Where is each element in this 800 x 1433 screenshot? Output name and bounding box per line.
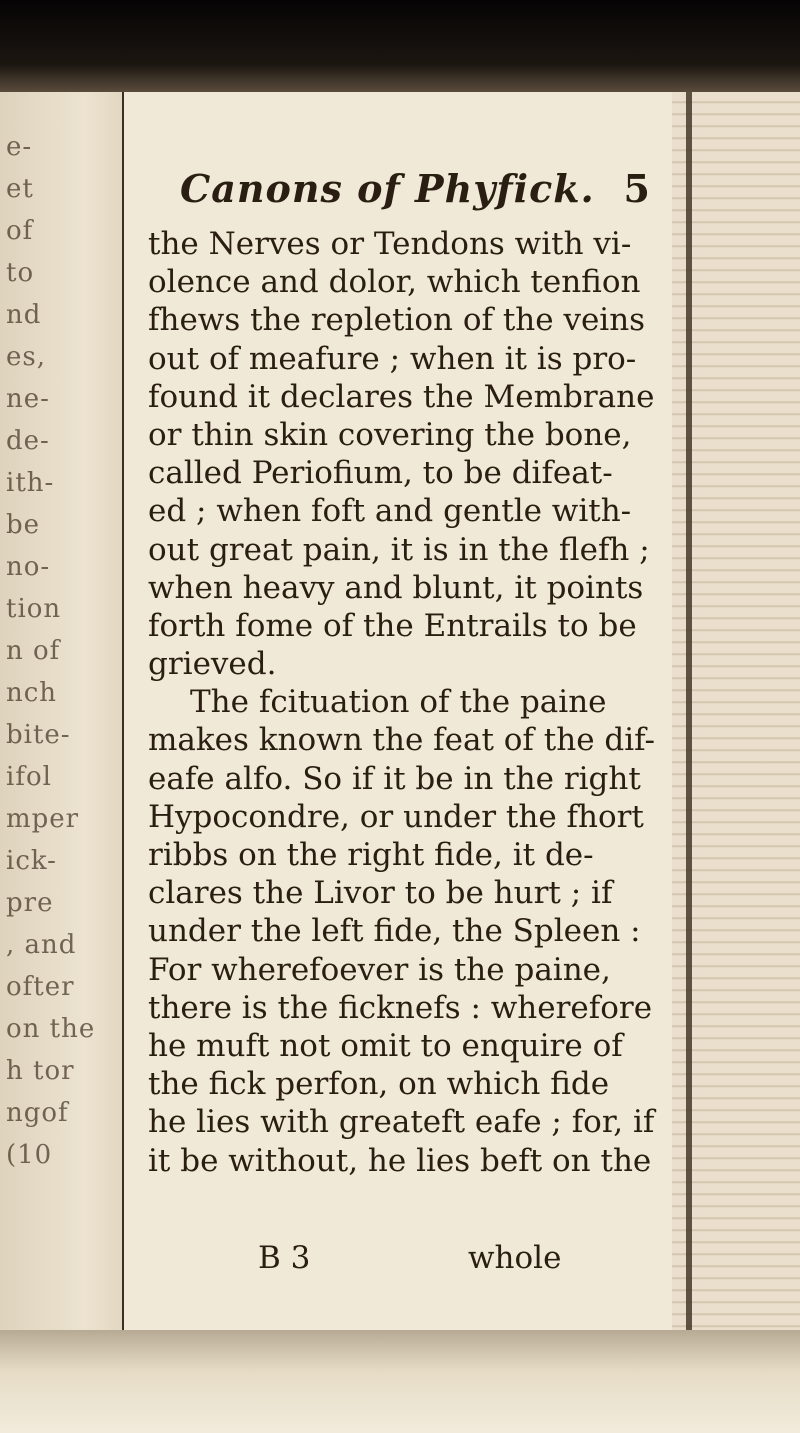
facing-page-fragment: ngof	[6, 1098, 69, 1128]
facing-page-fragment: h tor	[6, 1056, 75, 1086]
page-footer	[148, 1240, 658, 1280]
text-line: under the left fide, the Spleen :	[148, 913, 641, 950]
running-title: Canons of Phyfick.	[180, 166, 595, 211]
facing-page-fragment: nd	[6, 300, 42, 330]
text-line: it be without, he lies beft on the	[148, 1142, 652, 1179]
text-line: For wherefoever is the paine,	[148, 951, 611, 988]
facing-page-fragment: ifol	[6, 762, 52, 792]
text-line: called Periofium, to be difeat-	[148, 455, 613, 492]
facing-page-fragment: bite-	[6, 720, 71, 750]
text-line: out of meafure ; when it is pro-	[148, 340, 637, 377]
body-text	[148, 225, 658, 1180]
page-number: 5	[623, 166, 650, 211]
catchword: whole	[468, 1240, 562, 1276]
facing-page-fragment: of	[6, 216, 34, 246]
text-line: olence and dolor, which tenfion	[148, 264, 641, 301]
signature-mark: B 3	[258, 1240, 311, 1276]
facing-page-fragment: tion	[6, 594, 62, 624]
text-line: eafe alfo. So if it be in the right	[148, 760, 641, 797]
facing-page-fragment: , and	[6, 930, 77, 960]
facing-page-fragment: ofter	[6, 972, 75, 1002]
facing-page-fragment: ick-	[6, 846, 57, 876]
text-line: the fick perfon, on which fide	[148, 1066, 610, 1103]
text-line: makes known the feat of the dif-	[148, 722, 655, 759]
text-line: forth fome of the Entrails to be	[148, 607, 637, 644]
text-line: the Nerves or Tendons with vi-	[148, 226, 632, 262]
book-page	[124, 92, 672, 1330]
facing-page-fragment: no-	[6, 552, 51, 582]
facing-page-fragment: on the	[6, 1014, 96, 1044]
facing-page-fragment: et	[6, 174, 34, 204]
text-line: found it declares the Membrane	[148, 378, 655, 415]
text-line: ribbs on the right fide, it de-	[148, 837, 594, 873]
facing-page-fragment: nch	[6, 678, 58, 708]
text-line: there is the ficknefs : wherefore	[148, 989, 653, 1026]
facing-page-fragment: be	[6, 510, 41, 540]
text-line: or thin skin covering the bone,	[148, 416, 632, 453]
facing-page-fragment: es,	[6, 342, 46, 372]
text-line: clares the Livor to be hurt ; if	[148, 875, 613, 912]
facing-page-fragment: de-	[6, 426, 50, 456]
facing-page-fragment: pre	[6, 888, 54, 918]
facing-page-fragment: e-	[6, 132, 33, 162]
text-line: ed ; when foft and gentle with-	[148, 493, 632, 530]
facing-page-fragment: (10	[6, 1140, 53, 1170]
text-line: The fcituation of the paine	[190, 684, 607, 721]
facing-page-fragment: n of	[6, 636, 61, 666]
text-line: out great pain, it is in the flefh ;	[148, 531, 650, 568]
facing-page-edge	[0, 92, 125, 1330]
page-stack-edge	[672, 92, 800, 1330]
text-line: grieved.	[148, 646, 277, 683]
facing-page-fragment: ne-	[6, 384, 50, 414]
text-line: when heavy and blunt, it points	[148, 569, 644, 606]
scan-bottom-border	[0, 1330, 800, 1433]
text-line: he muft not omit to enquire of	[148, 1027, 623, 1064]
facing-page-fragment: ith-	[6, 468, 55, 498]
page-header	[180, 166, 650, 226]
text-line: he lies with greateft eafe ; for, if	[148, 1104, 655, 1141]
text-line: fhews the repletion of the veins	[148, 302, 646, 339]
facing-page-fragment: mper	[6, 804, 80, 834]
scan-top-border	[0, 0, 800, 92]
text-line: Hypocondre, or under the fhort	[148, 798, 644, 835]
facing-page-fragment: to	[6, 258, 35, 288]
